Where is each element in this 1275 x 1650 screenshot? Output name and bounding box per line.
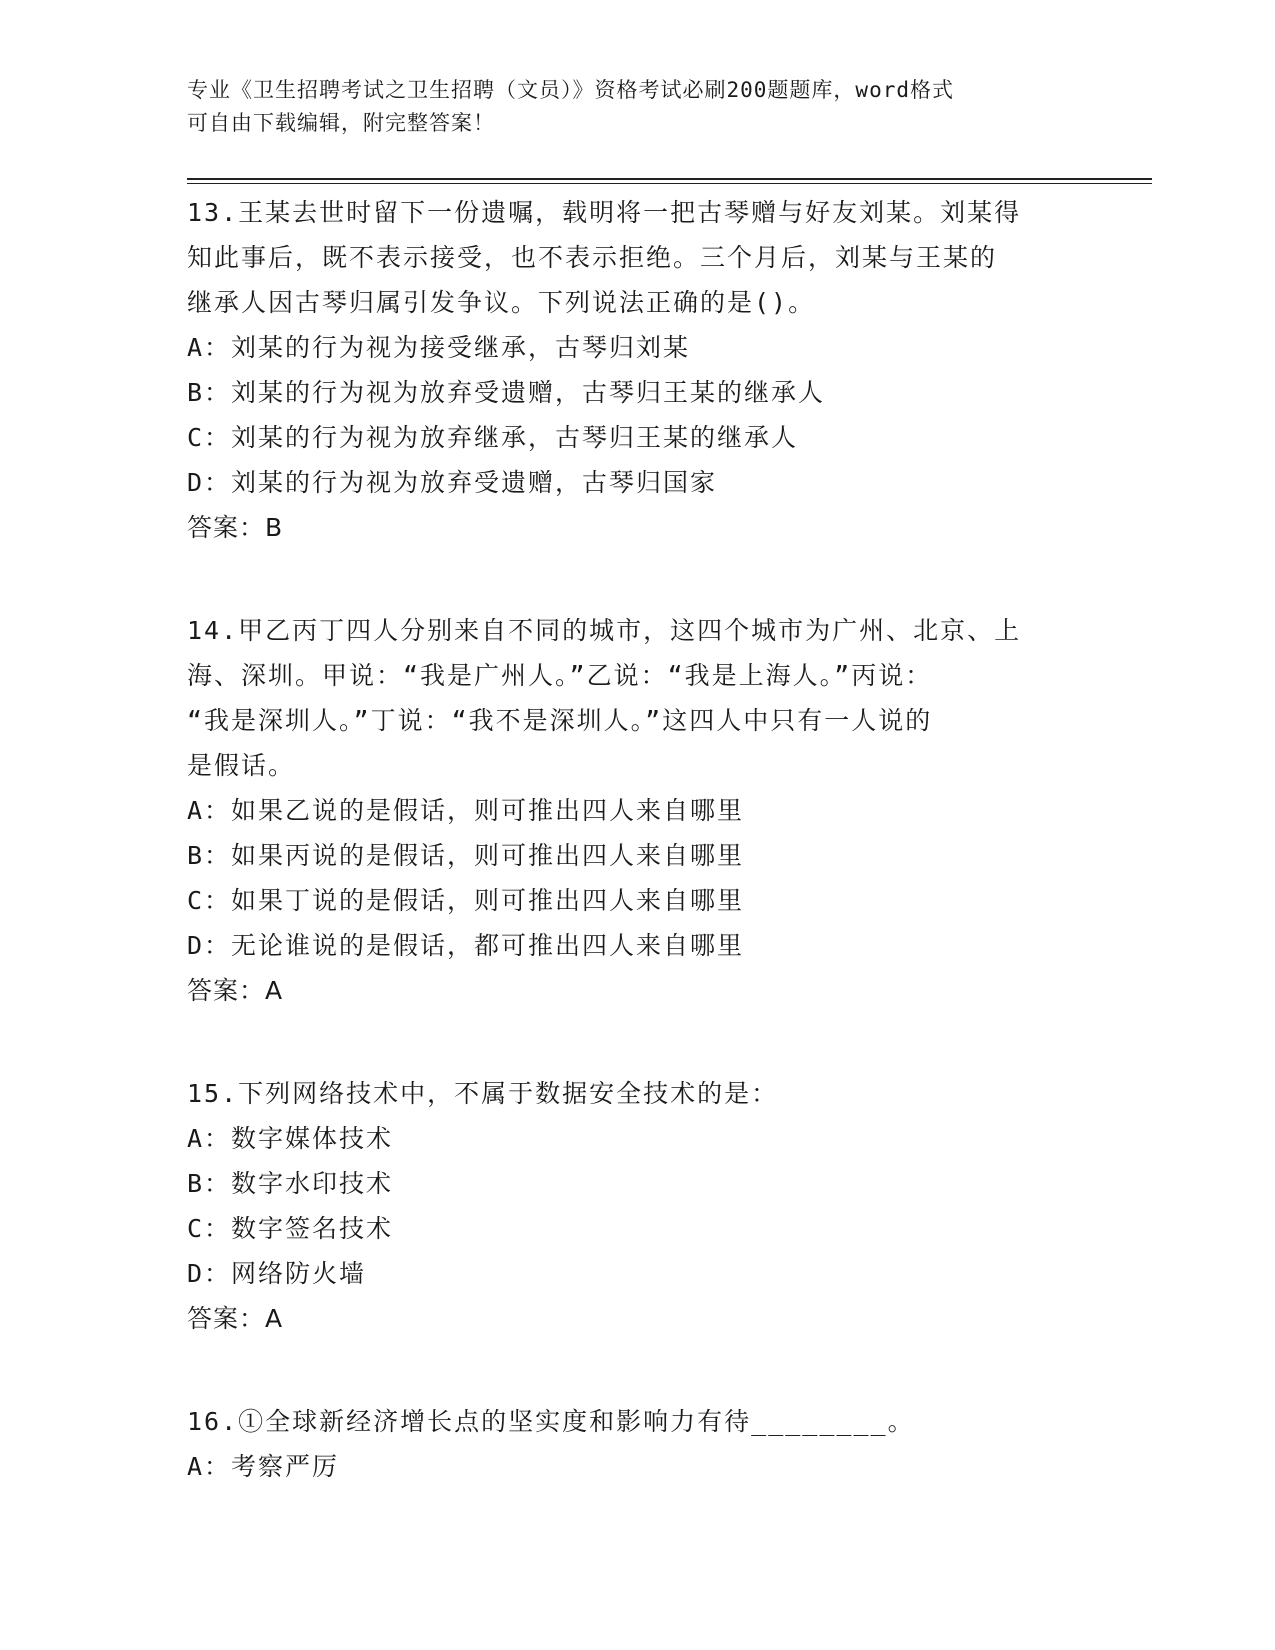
answer-option: D：刘某的行为视为放弃受遗赠，古琴归国家 — [187, 468, 718, 497]
answer-option: B：如果丙说的是假话，则可推出四人来自哪里 — [187, 841, 745, 870]
header-divider-thin — [187, 183, 1152, 184]
question-block — [187, 190, 1087, 550]
question-block — [187, 1071, 1087, 1341]
answer-key: 答案：A — [187, 976, 284, 1005]
answer-key: 答案：A — [187, 1304, 284, 1333]
answer-option: B：数字水印技术 — [187, 1169, 394, 1198]
answer-option: C：如果丁说的是假话，则可推出四人来自哪里 — [187, 886, 745, 915]
answer-option: D：网络防火墙 — [187, 1259, 367, 1288]
question-block — [187, 608, 1087, 1013]
header-divider-thick — [187, 178, 1152, 180]
answer-option: A：数字媒体技术 — [187, 1124, 394, 1153]
question-stem-line: “我是深圳人。”丁说：“我不是深圳人。”这四人中只有一人说的 — [187, 706, 933, 735]
answer-option: D：无论谁说的是假话，都可推出四人来自哪里 — [187, 931, 745, 960]
question-stem-line: 15.下列网络技术中，不属于数据安全技术的是： — [187, 1079, 779, 1108]
question-block — [187, 1399, 1087, 1489]
document-header — [187, 74, 1067, 140]
question-stem-line: 16.①全球新经济增长点的坚实度和影响力有待________。 — [187, 1407, 915, 1436]
question-stem-line: 是假话。 — [187, 751, 296, 780]
header-line-2: 可自由下载编辑，附完整答案！ — [187, 111, 495, 135]
question-list — [187, 190, 1087, 1547]
answer-option: B：刘某的行为视为放弃受遗赠，古琴归王某的继承人 — [187, 378, 826, 407]
question-stem-line: 13.王某去世时留下一份遗嘱，载明将一把古琴赠与好友刘某。刘某得 — [187, 198, 1022, 227]
answer-option: A：考察严厉 — [187, 1452, 340, 1481]
question-stem-line: 14.甲乙丙丁四人分别来自不同的城市，这四个城市为广州、北京、上 — [187, 616, 1022, 645]
answer-key: 答案：B — [187, 513, 284, 542]
answer-option: A：如果乙说的是假话，则可推出四人来自哪里 — [187, 796, 745, 825]
question-stem-line: 知此事后，既不表示接受，也不表示拒绝。三个月后，刘某与王某的 — [187, 243, 998, 272]
question-stem-line: 继承人因古琴归属引发争议。下列说法正确的是()。 — [187, 288, 816, 317]
answer-option: A：刘某的行为视为接受继承，古琴归刘某 — [187, 333, 691, 362]
question-stem-line: 海、深圳。甲说：“我是广州人。”乙说：“我是上海人。”丙说： — [187, 661, 933, 690]
answer-option: C：刘某的行为视为放弃继承，古琴归王某的继承人 — [187, 423, 799, 452]
answer-option: C：数字签名技术 — [187, 1214, 394, 1243]
header-line-1: 专业《卫生招聘考试之卫生招聘（文员）》资格考试必刷200题题库，word格式 — [187, 78, 954, 102]
